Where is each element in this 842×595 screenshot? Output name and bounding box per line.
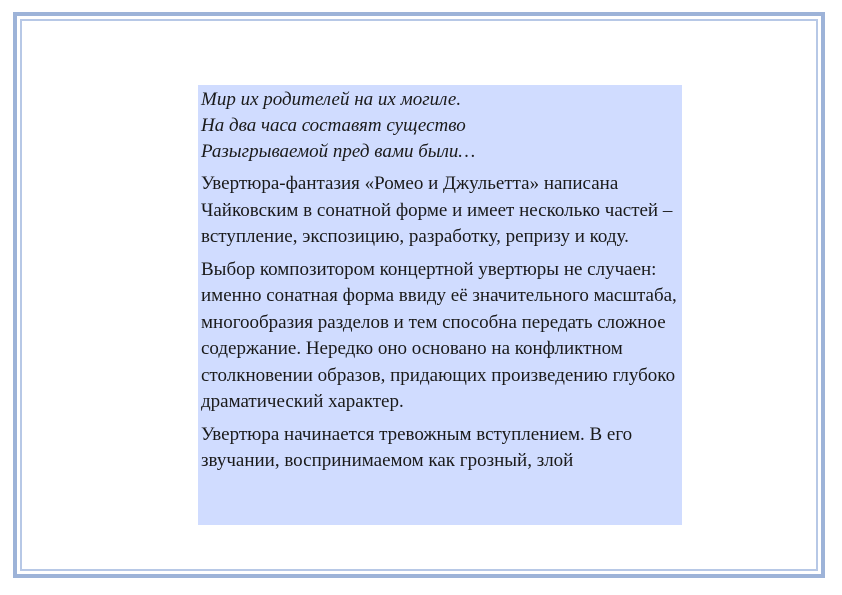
epigraph bbox=[201, 87, 678, 165]
paragraph: Увертюра-фантазия «Ромео и Джульетта» написана Чайковским в сонатной форме и имеет несколько частей – вступление, экспозицию, разработку, репризу и коду. bbox=[201, 173, 673, 247]
epigraph-line: Мир их родителей на их могиле. bbox=[201, 89, 462, 110]
paragraph: Выбор композитором концертной увертюры не случаен: именно сонатная форма ввиду её значительного масштаба, многообразия разделов и тем способна передать сложное содержание. Нередко оно основано на конфликтном столкновении образов, придающих произведению глубоко драматический характер. bbox=[201, 258, 677, 412]
epigraph-line: На два часа составят существо bbox=[201, 115, 466, 136]
paragraph: Увертюра начинается тревожным вступлением. В его звучании, воспринимаемом как грозный, злой bbox=[201, 423, 633, 471]
epigraph-line: Разыгрываемой пред вами были… bbox=[201, 141, 476, 162]
text-box bbox=[198, 85, 682, 525]
